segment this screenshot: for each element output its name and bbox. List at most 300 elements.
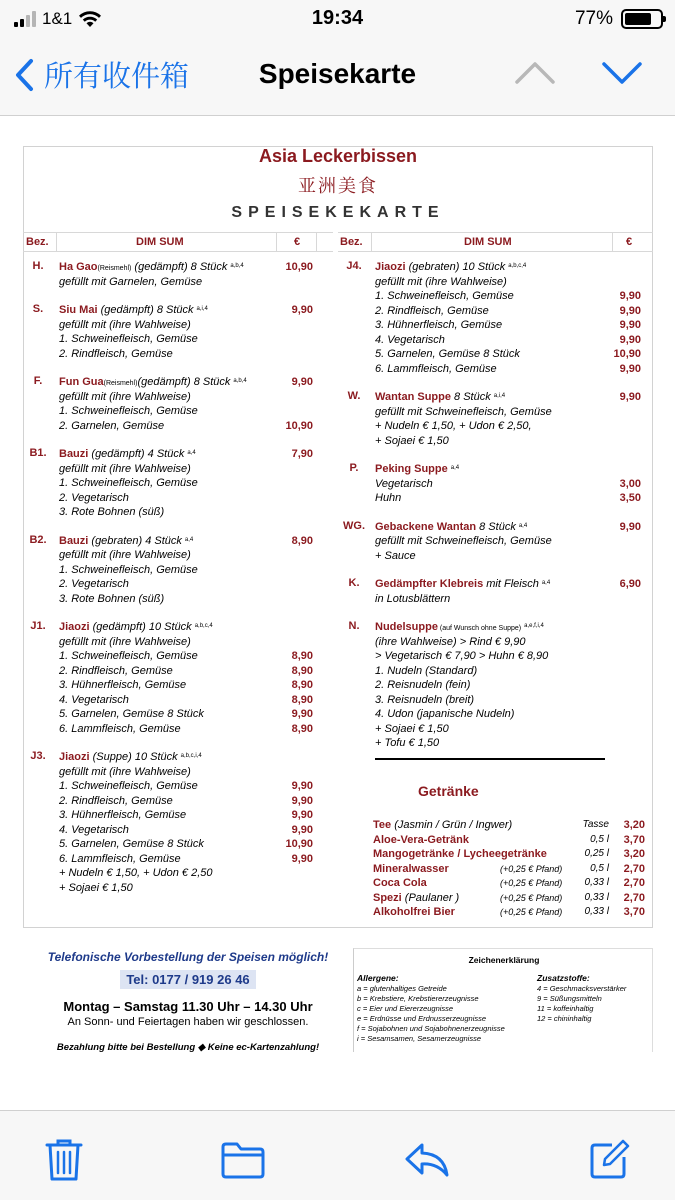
item-line-text: 5. Garnelen, Gemüse 8 Stück	[375, 348, 520, 360]
drink-name: Mineralwasser	[373, 862, 449, 875]
item-line-text: 2. Garnelen, Gemüse	[59, 419, 165, 432]
drink-row	[373, 876, 645, 891]
item-code: H.	[32, 260, 44, 272]
item-title-row	[375, 462, 645, 477]
item-price: 10,90	[285, 838, 313, 850]
item-detail: (gedämpft) 4 Stück	[88, 448, 185, 460]
drink-description: (Paulaner )	[401, 891, 460, 904]
carrier-label: 1&1	[42, 9, 73, 28]
move-to-folder-button[interactable]	[220, 1141, 266, 1184]
allergen-codes: a,4	[450, 465, 460, 471]
item-line-text: gefüllt mit Garnelen, Gemüse	[59, 275, 203, 288]
drink-volume: Tasse	[582, 819, 609, 830]
item-line-text: (ihre Wahlweise) > Rind € 9,90	[375, 635, 526, 648]
item-line-text: 3. Hühnerfleisch, Gemüse	[59, 809, 187, 821]
item-line-text: gefüllt mit (ihre Wahlweise)	[375, 275, 507, 288]
menu-item	[339, 462, 645, 506]
restaurant-name-chinese: 亚洲美食	[298, 176, 378, 196]
item-code: N.	[348, 620, 360, 632]
header-currency: €	[294, 236, 301, 248]
item-line-text: 4. Vegetarisch	[59, 693, 129, 706]
restaurant-name: Asia Leckerbissen	[258, 146, 418, 166]
item-name: Gedämpfter Klebreis	[375, 578, 484, 590]
drink-row	[373, 818, 645, 833]
item-line	[375, 592, 645, 607]
allergen-entry: a = glutenhaltiges Getreide	[357, 984, 447, 993]
header-category: DIM SUM	[136, 236, 184, 248]
item-line-text: 4. Udon (japanische Nudeln)	[375, 708, 515, 720]
preorder-note: Telefonische Vorbestellung der Speisen möglich!	[47, 950, 329, 964]
item-title-row	[59, 447, 316, 462]
item-price: 9,90	[619, 290, 641, 302]
item-code: P.	[349, 462, 359, 474]
drink-name: Coca Cola	[373, 877, 427, 889]
item-line-text: 1. Schweinefleisch, Gemüse	[59, 333, 198, 345]
allergen-codes: a,i,4	[493, 393, 506, 399]
drink-row	[373, 891, 645, 906]
item-line	[375, 649, 645, 664]
item-detail: (gebraten) 10 Stück	[405, 261, 506, 273]
item-line-text: + Sojaei € 1,50	[59, 881, 133, 894]
item-line	[59, 548, 316, 563]
item-line	[375, 275, 645, 290]
allergen-codes: a,b,c,i,4	[180, 753, 202, 759]
item-line	[375, 419, 645, 434]
menu-item	[339, 577, 645, 606]
status-bar	[0, 0, 675, 36]
compose-icon	[588, 1139, 630, 1181]
previous-message-button[interactable]	[513, 58, 557, 93]
item-body	[59, 750, 316, 895]
item-line-text: 2. Rindfleisch, Gemüse	[375, 304, 489, 317]
item-line	[59, 347, 316, 362]
item-line	[375, 549, 645, 564]
opening-hours: Montag – Samstag 11.30 Uhr – 14.30 Uhr	[63, 999, 313, 1014]
item-body	[59, 375, 316, 433]
item-price: 9,90	[291, 809, 313, 821]
header-code: Bez.	[26, 236, 49, 248]
item-line-text: 1. Schweinefleisch, Gemüse	[59, 650, 198, 662]
menu-item	[339, 390, 645, 448]
allergen-codes: a,4	[518, 522, 528, 529]
item-line-text: gefüllt mit (ihre Wahlweise)	[59, 318, 191, 331]
item-line	[59, 664, 316, 679]
drink-row	[373, 847, 645, 862]
drink-row	[373, 862, 645, 877]
item-detail: (gedämpft) 8 Stück	[131, 261, 228, 273]
item-line-text: 2. Rindfleisch, Gemüse	[59, 347, 173, 360]
allergen-entry: f = Sojabohnen und Sojabohnenerzeugnisse	[357, 1024, 505, 1033]
reply-button[interactable]	[404, 1141, 450, 1184]
item-detail: (gebraten) 4 Stück	[88, 534, 182, 547]
item-line	[59, 419, 316, 434]
item-line-text: 1. Schweinefleisch, Gemüse	[59, 563, 198, 576]
item-line-text: gefüllt mit (ihre Wahlweise)	[59, 765, 191, 778]
item-line	[375, 491, 645, 506]
item-line	[59, 390, 316, 405]
item-line-text: 2. Reisnudeln (fein)	[375, 679, 471, 691]
item-price: 9,90	[291, 852, 313, 865]
item-title-row	[59, 534, 316, 549]
back-button[interactable]	[14, 54, 189, 95]
item-line-text: 1. Schweinefleisch, Gemüse	[59, 780, 198, 792]
item-line	[59, 837, 316, 852]
item-line-text: + Sojaei € 1,50	[375, 722, 449, 735]
left-column-header	[23, 232, 333, 252]
additive-entry: 4 = Geschmacksverstärker	[537, 984, 627, 993]
item-line	[59, 318, 316, 333]
item-detail: (Suppe) 10 Stück	[89, 751, 178, 763]
item-body	[59, 260, 316, 289]
chevron-down-icon	[600, 58, 644, 88]
item-body	[59, 303, 316, 361]
additive-entry: 12 = chininhaltig	[537, 1014, 592, 1023]
item-price: 6,90	[619, 578, 641, 590]
item-line	[375, 347, 645, 362]
item-line	[375, 736, 645, 751]
item-line-text: gefüllt mit (ihre Wahlweise)	[59, 462, 191, 475]
item-line-text: + Sojaei € 1,50	[375, 434, 449, 447]
item-title-row	[59, 375, 316, 390]
item-line-text: Huhn	[375, 492, 402, 504]
right-column-header	[338, 232, 653, 252]
item-line	[59, 823, 316, 838]
allergen-codes: a,b,4	[230, 263, 244, 269]
item-body	[375, 620, 645, 751]
item-price: 9,90	[291, 794, 313, 807]
chevron-left-icon	[14, 58, 34, 92]
item-note: (Reismehl)	[103, 380, 138, 387]
drink-deposit: (+0,25 € Pfand)	[500, 907, 563, 917]
reply-icon	[404, 1141, 450, 1179]
item-price: 9,90	[291, 708, 313, 720]
right-menu-column	[339, 260, 645, 751]
item-line-text: 6. Lammfleisch, Gemüse	[375, 362, 497, 375]
drink-row	[373, 833, 645, 848]
drink-volume: 0,25 l	[584, 848, 609, 859]
item-line	[59, 592, 316, 607]
page-title: Speisekarte	[258, 58, 417, 89]
item-line	[59, 649, 316, 664]
item-line	[375, 534, 645, 549]
item-line	[375, 304, 645, 319]
contact-info	[23, 950, 353, 1053]
item-body	[59, 447, 316, 520]
item-line-text: 2. Vegetarisch	[59, 578, 129, 590]
item-line-text: 2. Rindfleisch, Gemüse	[59, 794, 173, 807]
item-line	[59, 491, 316, 506]
phone-number: Tel: 0177 / 919 26 46	[120, 970, 255, 989]
drink-price: 2,70	[623, 877, 645, 889]
item-line-text: > Vegetarisch € 7,90 > Huhn € 8,90	[375, 650, 549, 662]
drink-price: 3,70	[623, 906, 645, 918]
item-detail: (gedämpft) 10 Stück	[89, 621, 192, 633]
drink-volume: 0,5 l	[590, 862, 609, 874]
item-line-text: 4. Vegetarisch	[375, 333, 445, 346]
allergen-codes: a,4	[541, 580, 551, 586]
allergen-entry: b = Krebstiere, Krebstiererzeugnisse	[357, 994, 479, 1003]
item-line	[375, 477, 645, 492]
item-price: 9,90	[619, 362, 641, 375]
item-body	[375, 520, 645, 564]
drink-name: Tee	[373, 819, 392, 831]
drink-deposit: (+0,25 € Pfand)	[500, 892, 563, 903]
payment-note: Bezahlung bitte bei Bestellung ◆ Keine ec-Kartenzahlung!	[56, 1042, 320, 1053]
item-name: Jiaozi	[59, 751, 90, 763]
additives-list	[537, 973, 626, 1024]
item-line	[59, 275, 316, 290]
item-name: Fun Gua	[59, 376, 104, 388]
item-line-text: in Lotusblättern	[375, 592, 451, 605]
allergen-entry: c = Eier und Eiererzeugnisse	[357, 1004, 454, 1013]
item-code: J3.	[30, 750, 46, 762]
item-line	[59, 779, 316, 794]
item-body	[375, 390, 645, 448]
item-price: 9,90	[619, 520, 641, 533]
drink-price: 2,70	[623, 891, 645, 904]
allergen-entry: i = Sesamsamen, Sesamerzeugnisse	[357, 1034, 482, 1043]
item-line	[375, 434, 645, 449]
item-line	[59, 476, 316, 491]
battery-icon	[621, 9, 663, 29]
item-line-text: 1. Schweinefleisch, Gemüse	[59, 405, 198, 417]
drink-price: 2,70	[623, 862, 645, 875]
item-line	[375, 289, 645, 304]
clock: 19:34	[311, 7, 364, 29]
item-body	[59, 534, 316, 607]
item-line	[59, 577, 316, 592]
item-line-text: 2. Vegetarisch	[59, 491, 129, 504]
allergen-codes: a,4	[184, 536, 194, 543]
item-line-text: + Nudeln € 1,50, + Udon € 2,50	[59, 867, 213, 879]
item-title-row	[375, 577, 645, 592]
closed-note: An Sonn- und Feiertagen haben wir geschlossen.	[67, 1016, 309, 1028]
item-line-text: 6. Lammfleisch, Gemüse	[59, 722, 181, 735]
allergen-entry: e = Erdnüsse und Erdnusserzeugnisse	[357, 1014, 487, 1023]
item-detail: (gedämpft) 8 Stück	[97, 304, 194, 316]
header-category: DIM SUM	[464, 236, 512, 248]
battery-percent: 77%	[574, 8, 613, 29]
item-body	[59, 620, 316, 736]
menu-item	[23, 303, 316, 361]
item-line-text: + Sauce	[375, 549, 416, 562]
item-price: 10,90	[613, 348, 641, 360]
item-note: (auf Wunsch ohne Suppe)	[437, 625, 522, 632]
item-line	[375, 318, 645, 333]
item-line	[375, 405, 645, 420]
header-currency: €	[626, 236, 633, 248]
drink-row	[373, 905, 645, 920]
item-line	[59, 693, 316, 708]
item-price: 9,90	[291, 376, 313, 388]
item-note: (Reismehl)	[97, 265, 132, 272]
drink-price: 3,70	[623, 833, 645, 846]
item-body	[375, 260, 645, 376]
menu-item	[339, 620, 645, 751]
item-line-text: Vegetarisch	[375, 477, 433, 490]
item-line-text: + Tofu € 1,50	[375, 737, 440, 749]
item-title-row	[59, 750, 316, 765]
item-line	[59, 404, 316, 419]
drinks-title: Getränke	[418, 783, 479, 799]
item-code: F.	[33, 375, 43, 387]
menu-item	[23, 620, 316, 736]
allergens-title: Allergene:	[357, 973, 399, 983]
menu-item	[23, 375, 316, 433]
item-title-row	[375, 520, 645, 535]
item-price: 9,90	[291, 823, 313, 836]
item-line	[59, 808, 316, 823]
additive-entry: 9 = Süßungsmitteln	[537, 994, 602, 1003]
item-line	[59, 852, 316, 867]
item-title-row	[59, 303, 316, 318]
item-code: K.	[348, 577, 360, 589]
menu-item	[339, 520, 645, 564]
item-line	[375, 722, 645, 737]
drink-description: (Jasmin / Grün / Ingwer)	[391, 819, 513, 831]
item-line-text: 2. Rindfleisch, Gemüse	[59, 664, 173, 677]
item-price: 9,90	[619, 391, 641, 403]
item-line	[59, 707, 316, 722]
item-price: 8,90	[291, 650, 313, 662]
item-price: 9,90	[291, 304, 313, 316]
item-code: S.	[32, 303, 44, 315]
item-price: 9,90	[619, 304, 641, 317]
item-code: J4.	[346, 260, 362, 272]
item-price: 7,90	[291, 448, 313, 460]
item-name: Ha Gao	[59, 261, 98, 273]
drink-deposit: (+0,25 € Pfand)	[500, 878, 563, 888]
divider	[375, 758, 605, 760]
item-price: 9,90	[291, 780, 313, 792]
item-name: Nudelsuppe	[375, 621, 438, 633]
item-title-row	[59, 620, 316, 635]
item-code: WG.	[343, 519, 365, 532]
allergen-codes: a,4	[187, 450, 196, 456]
additives-title: Zusatzstoffe:	[537, 973, 590, 983]
menu-item	[23, 750, 316, 895]
item-name: Peking Suppe	[375, 463, 448, 475]
item-price: 8,90	[291, 693, 313, 706]
legend-box	[353, 948, 653, 1052]
item-code: B1.	[29, 447, 47, 459]
menu-item	[339, 260, 645, 376]
item-name: Wantan Suppe	[375, 391, 451, 403]
item-line	[59, 866, 316, 881]
left-menu-column	[23, 260, 316, 895]
drink-deposit: (+0,25 € Pfand)	[500, 863, 563, 874]
menu-document	[23, 146, 653, 1056]
bottom-toolbar	[0, 1110, 675, 1200]
item-line-text: 1. Nudeln (Standard)	[375, 664, 478, 677]
item-line-text: gefüllt mit Schweinefleisch, Gemüse	[375, 405, 552, 418]
item-line-text: 3. Rote Bohnen (süß)	[59, 592, 165, 605]
item-body	[375, 577, 645, 606]
item-detail: 8 Stück	[476, 520, 516, 533]
item-line-text: gefüllt mit (ihre Wahlweise)	[59, 635, 191, 648]
item-name: Jiaozi	[59, 621, 90, 633]
drink-volume: 0,33 l	[584, 891, 609, 903]
item-price: 10,90	[285, 419, 313, 432]
back-label: 所有收件箱	[44, 61, 190, 93]
item-title-row	[375, 620, 645, 635]
item-line	[375, 664, 645, 679]
trash-icon	[45, 1137, 83, 1183]
item-price: 8,90	[291, 664, 313, 677]
drink-name: Aloe-Vera-Getränk	[373, 833, 469, 846]
item-price: 9,90	[619, 333, 641, 346]
item-line-text: gefüllt mit (ihre Wahlweise)	[59, 390, 191, 403]
menu-item	[23, 260, 316, 289]
allergen-codes: a,e,f,i,4	[524, 623, 544, 629]
delete-button[interactable]	[45, 1137, 83, 1188]
item-line-text: 6. Lammfleisch, Gemüse	[59, 852, 181, 865]
drink-volume: 0,33 l	[584, 906, 609, 917]
item-line	[59, 462, 316, 477]
item-code: W.	[347, 390, 361, 402]
drink-volume: 0,5 l	[590, 833, 609, 845]
battery-status	[575, 8, 663, 30]
item-line-text: 3. Hühnerfleisch, Gemüse	[59, 679, 187, 691]
item-line-text: 5. Garnelen, Gemüse 8 Stück	[59, 838, 204, 850]
allergen-codes: a,b,c,4	[194, 623, 213, 629]
chevron-up-icon	[513, 58, 557, 88]
item-price: 8,90	[291, 722, 313, 735]
drink-name: Alkoholfrei Bier	[373, 906, 455, 918]
folder-icon	[220, 1141, 266, 1179]
header-code: Bez.	[340, 236, 363, 248]
drink-volume: 0,33 l	[584, 877, 609, 888]
item-line-text: 3. Hühnerfleisch, Gemüse	[375, 319, 503, 331]
item-name: Bauzi	[59, 534, 89, 547]
allergen-codes: a,b,c,4	[508, 263, 527, 269]
next-message-button[interactable]	[600, 58, 644, 93]
additive-entry: 11 = koffeinhaltig	[537, 1004, 594, 1013]
item-name: Bauzi	[59, 448, 89, 460]
item-price: 3,50	[619, 492, 641, 504]
legend-title: Zeichenerklärung	[468, 955, 540, 965]
item-line	[375, 678, 645, 693]
item-line-text: 5. Garnelen, Gemüse 8 Stück	[59, 708, 204, 720]
menu-title: SPEISEKEKARTE	[231, 204, 445, 221]
menu-item	[23, 447, 316, 520]
item-code: B2.	[29, 533, 47, 546]
drink-name: Spezi	[373, 891, 402, 904]
item-line	[375, 693, 645, 708]
item-line	[59, 794, 316, 809]
item-line-text: + Nudeln € 1,50, + Udon € 2,50,	[375, 420, 532, 432]
item-name: Jiaozi	[375, 261, 406, 273]
item-line	[59, 722, 316, 737]
item-line	[59, 765, 316, 780]
item-body	[375, 462, 645, 506]
item-line	[375, 707, 645, 722]
item-title-row	[375, 260, 645, 275]
item-line	[59, 505, 316, 520]
item-line	[375, 362, 645, 377]
allergen-codes: a,b,4	[233, 378, 247, 384]
drink-price: 3,20	[623, 819, 645, 831]
item-title-row	[375, 390, 645, 405]
navigation-bar	[0, 36, 675, 116]
item-line	[59, 635, 316, 650]
compose-button[interactable]	[588, 1139, 630, 1186]
item-line-text: 3. Reisnudeln (breit)	[375, 693, 475, 706]
item-detail: mit Fleisch	[483, 578, 539, 590]
item-title-row	[59, 260, 316, 275]
item-line-text: 4. Vegetarisch	[59, 823, 129, 836]
item-line-text: 1. Schweinefleisch, Gemüse	[375, 290, 514, 302]
